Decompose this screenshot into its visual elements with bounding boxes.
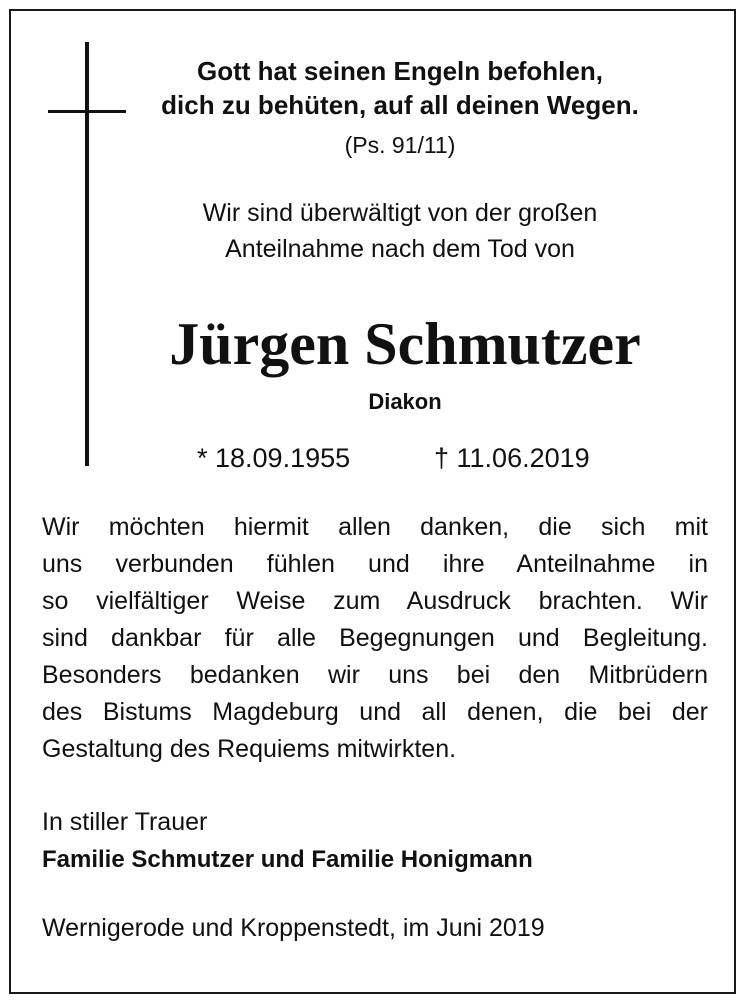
verse-line-1: Gott hat seinen Engeln befohlen, [197,56,603,86]
thanks-line: des Bistums Magdeburg und all denen, die bei der [42,698,708,726]
mourning-phrase: In stiller Trauer [42,808,208,836]
thanks-line: uns verbunden fühlen und ihre Anteilnahme in [42,550,708,578]
birth-date: * 18.09.1955 [197,443,351,473]
thanks-line-last: Gestaltung des Requiems mitwirkten. [42,735,457,763]
cross-icon-bar [48,110,126,113]
place-date: Wernigerode und Kroppenstedt, im Juni 2019 [42,914,545,942]
death-date: † 11.06.2019 [434,443,590,473]
deceased-name: Jürgen Schmutzer [169,311,641,377]
thanks-line: Besonders bedanken wir uns bei den Mitbrüdern [42,661,708,689]
verse-line-2: dich zu behüten, auf all deinen Wegen. [161,90,639,120]
deceased-title: Diakon [368,389,442,414]
thanks-line: Wir möchten hiermit allen danken, die sich mit [42,513,708,541]
thanks-line: so vielfältiger Weise zum Ausdruck brachten. Wir [42,587,708,615]
family-signature: Familie Schmutzer und Familie Honigmann [42,846,533,873]
intro-line-1: Wir sind überwältigt von der großen [202,199,598,227]
thanks-line: sind dankbar für alle Begegnungen und Begleitung. [42,624,708,652]
intro-line-2: Anteilnahme nach dem Tod von [225,235,575,263]
verse-reference: (Ps. 91/11) [344,132,456,158]
cross-icon [85,42,89,466]
